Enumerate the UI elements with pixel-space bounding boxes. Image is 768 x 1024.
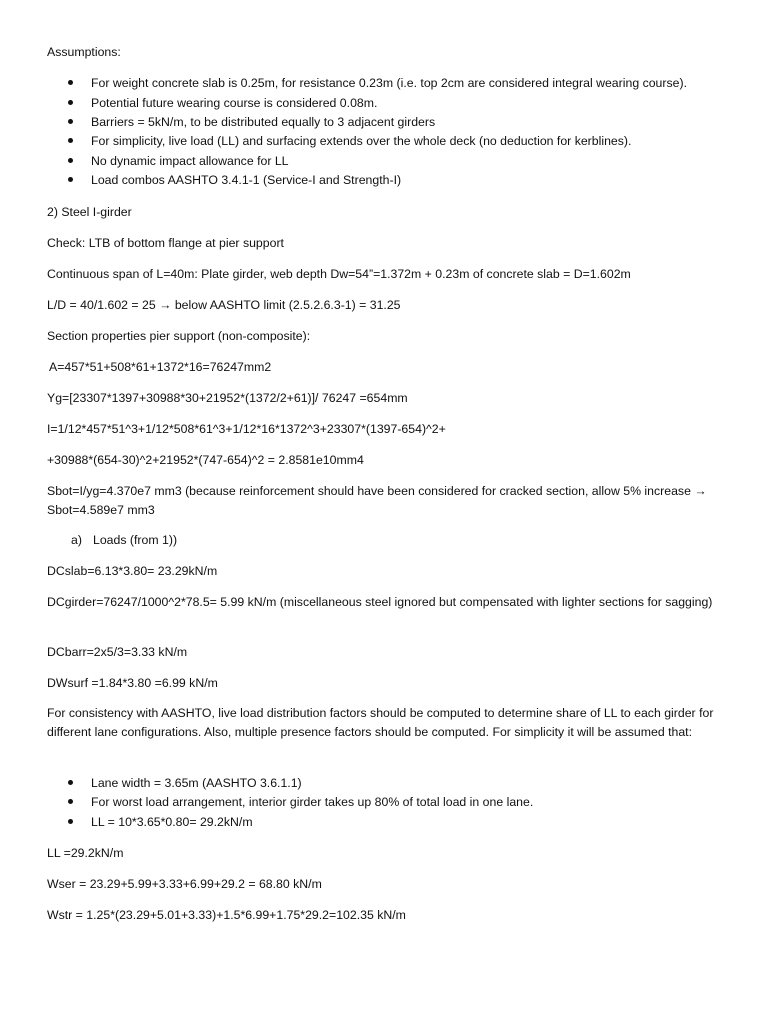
check-line: Check: LTB of bottom flange at pier support [47, 236, 284, 250]
consistency-paragraph: For consistency with AASHTO, live load distribution factors should be computed to determine share of LL to each girder for different lane configurations. Also, multiple presence factors should be computed. For simplicity it will be assumed that: [47, 706, 714, 739]
area-equation: A=457*51+508*61+1372*16=76247mm2 [49, 360, 272, 374]
ll-assumption-item: Lane width = 3.65m (AASHTO 3.6.1.1) [68, 776, 302, 791]
assumption-item: Barriers = 5kN/m, to be distributed equally to 3 adjacent girders [68, 115, 435, 130]
section-heading-steel-girder: 2) Steel I-girder [47, 205, 132, 219]
dcgirder-paragraph: DCgirder=76247/1000^2*78.5= 5.99 kN/m (miscellaneous steel ignored but compensated with lighter sections for sagging) [47, 595, 713, 609]
dcslab-line: DCslab=6.13*3.80= 23.29kN/m [47, 564, 218, 578]
bullet-icon [68, 819, 73, 824]
inertia-equation-line-2: +30988*(654-30)^2+21952*(747-654)^2 = 2.8581e10mm4 [47, 453, 364, 467]
section-properties-heading: Section properties pier support (non-composite): [47, 329, 311, 343]
ll-assumption-item: LL = 10*3.65*0.80= 29.2kN/m [68, 815, 253, 830]
span-line: Continuous span of L=40m: Plate girder, web depth Dw=54”=1.372m + 0.23m of concrete slab = D=1.602m [47, 267, 631, 281]
assumption-item: For weight concrete slab is 0.25m, for resistance 0.23m (i.e. top 2cm are considered integral wearing course). [68, 76, 687, 91]
bullet-icon [68, 158, 73, 163]
wstr-line: Wstr = 1.25*(23.29+5.01+3.33)+1.5*6.99+1.75*29.2=102.35 kN/m [47, 908, 406, 922]
assumption-item: Potential future wearing course is considered 0.08m. [68, 96, 377, 111]
assumption-item: Load combos AASHTO 3.4.1-1 (Service-I and Strength-I) [68, 173, 401, 188]
dcbarr-line: DCbarr=2x5/3=3.33 kN/m [47, 645, 188, 659]
ll-assumption-item: For worst load arrangement, interior girder takes up 80% of total load in one lane. [68, 795, 533, 810]
wser-line: Wser = 23.29+5.99+3.33+6.99+29.2 = 68.80 kN/m [47, 877, 322, 891]
bullet-icon [68, 780, 73, 785]
bullet-icon [68, 799, 73, 804]
inertia-equation-line-1: I=1/12*457*51^3+1/12*508*61^3+1/12*16*1372^3+23307*(1397-654)^2+ [47, 422, 446, 436]
dwsurf-line: DWsurf =1.84*3.80 =6.99 kN/m [47, 676, 218, 690]
assumption-item: For simplicity, live load (LL) and surfacing extends over the whole deck (no deduction for kerblines). [68, 134, 631, 149]
ll-line: LL =29.2kN/m [47, 846, 124, 860]
bullet-icon [68, 100, 73, 105]
bullet-icon [68, 119, 73, 124]
bullet-icon [68, 177, 73, 182]
loads-subheading: a) Loads (from 1)) [71, 533, 178, 547]
list-marker: a) [71, 533, 82, 547]
yg-equation: Yg=[23307*1397+30988*30+21952*(1372/2+61)]/ 76247 =654mm [47, 391, 408, 405]
bullet-icon [68, 138, 73, 143]
assumption-item: No dynamic impact allowance for LL [68, 154, 289, 169]
sbot-paragraph: Sbot=I/yg=4.370e7 mm3 (because reinforcement should have been considered for cracked section, allow 5% increase → Sbot=4.589e7 mm3 [47, 484, 707, 517]
assumptions-heading: Assumptions: [47, 45, 121, 59]
ld-ratio-line: L/D = 40/1.602 = 25 → below AASHTO limit (2.5.2.6.3-1) = 31.25 [47, 298, 401, 312]
bullet-icon [68, 80, 73, 85]
